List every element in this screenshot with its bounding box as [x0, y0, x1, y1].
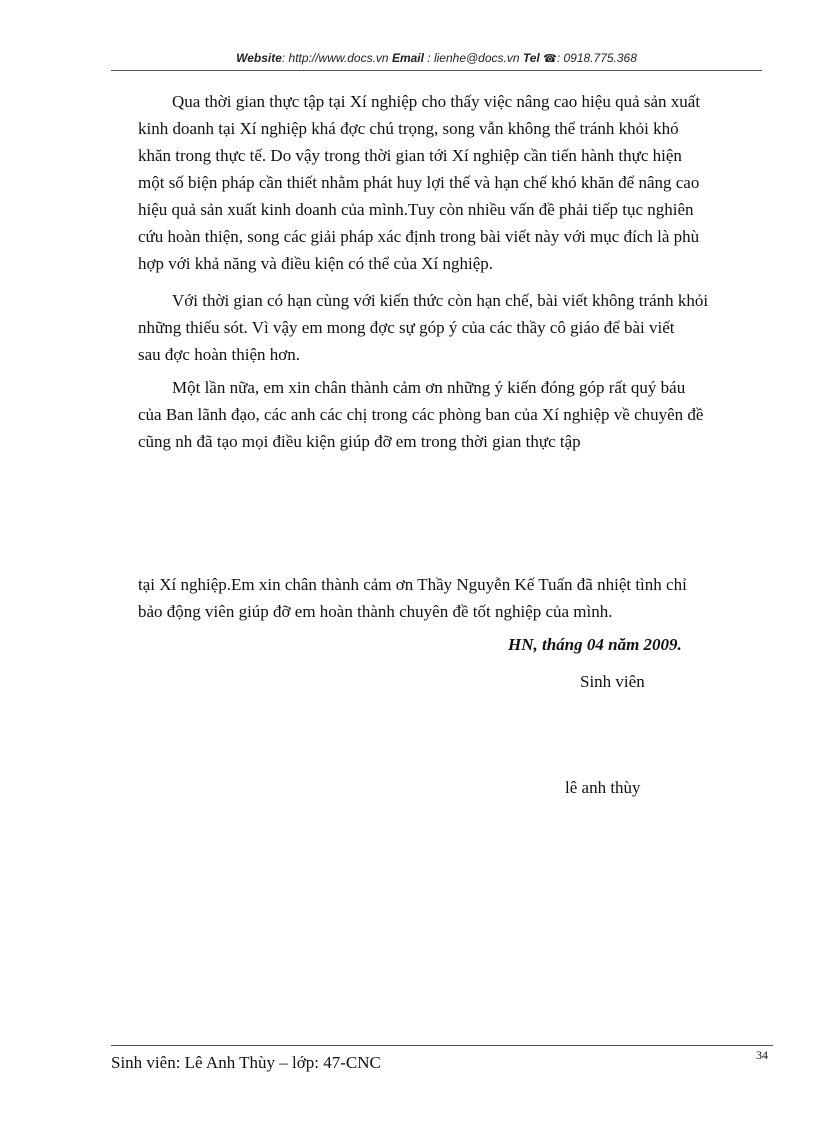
tel-label: Tel [522, 51, 540, 65]
text-line: một số biện pháp cần thiết nhằm phát huy lợi thế và hạn chế khó khăn để nâng cao [138, 173, 700, 192]
text-line: tại Xí nghiệp.Em xin chân thành cảm ơn Thầy Nguyễn Kế Tuấn đã nhiệt tình chỉ [138, 575, 687, 594]
text-line: Với thời gian có hạn cùng với kiến thức còn hạn chế, bài viết không tránh khỏi [172, 291, 709, 310]
paragraph-3 [138, 374, 758, 455]
text-line: cũng nh đã tạo mọi điều kiện giúp đỡ em trong thời gian thực tập [138, 432, 581, 451]
text-line: Qua thời gian thực tập tại Xí nghiệp cho thấy việc nâng cao hiệu quả sản xuất [172, 92, 701, 111]
text-line: hiệu quả sản xuất kinh doanh của mình.Tuy còn nhiều vấn đề phải tiếp tục nghiên [138, 200, 694, 219]
page-header [111, 51, 762, 65]
text-line: bảo động viên giúp đỡ em hoàn thành chuyên đề tốt nghiệp của mình. [138, 602, 613, 621]
website-value: : http://www.docs.vn [281, 51, 389, 65]
text-line: những thiếu sót. Vì vậy em mong đợc sự góp ý của các thầy cô giáo để bài viết [138, 318, 675, 337]
tel-value: : 0918.775.368 [556, 51, 637, 65]
text-line: khăn trong thực tế. Do vậy trong thời gian tới Xí nghiệp cần tiến hành thực hiện [138, 146, 682, 165]
email-label: Email [391, 51, 424, 65]
paragraph-1 [138, 88, 758, 277]
text-line: kinh doanh tại Xí nghiệp khá đợc chú trọng, song vẫn không thể tránh khỏi khó [138, 119, 679, 138]
text-line: cứu hoàn thiện, song các giải pháp xác định trong bài viết này với mục đích là phù [138, 227, 700, 246]
text-line: Một lần nữa, em xin chân thành cảm ơn những ý kiến đóng góp rất quý báu [172, 378, 686, 397]
page-footer: Sinh viên: Lê Anh Thùy – lớp: 47-CNC [111, 1053, 381, 1072]
website-label: Website [236, 51, 282, 65]
signature-name: lê anh thùy [565, 778, 641, 797]
paragraph-2 [138, 287, 758, 368]
email-value: : lienhe@docs.vn [427, 51, 520, 65]
paragraph-4 [138, 571, 758, 625]
signature-role: Sinh viên [580, 672, 645, 691]
text-line: của Ban lãnh đạo, các anh các chị trong các phòng ban của Xí nghiệp về chuyên đề [138, 405, 704, 424]
text-line: sau đợc hoàn thiện hơn. [138, 345, 300, 364]
page-number: 34 [756, 1048, 768, 1062]
footer-divider [111, 1045, 773, 1046]
text-line: hợp với khả năng và điều kiện có thể của Xí nghiệp. [138, 254, 494, 273]
signature-date: HN, tháng 04 năm 2009. [508, 635, 682, 654]
header-divider [111, 70, 762, 71]
phone-icon: ☎ [543, 53, 557, 65]
